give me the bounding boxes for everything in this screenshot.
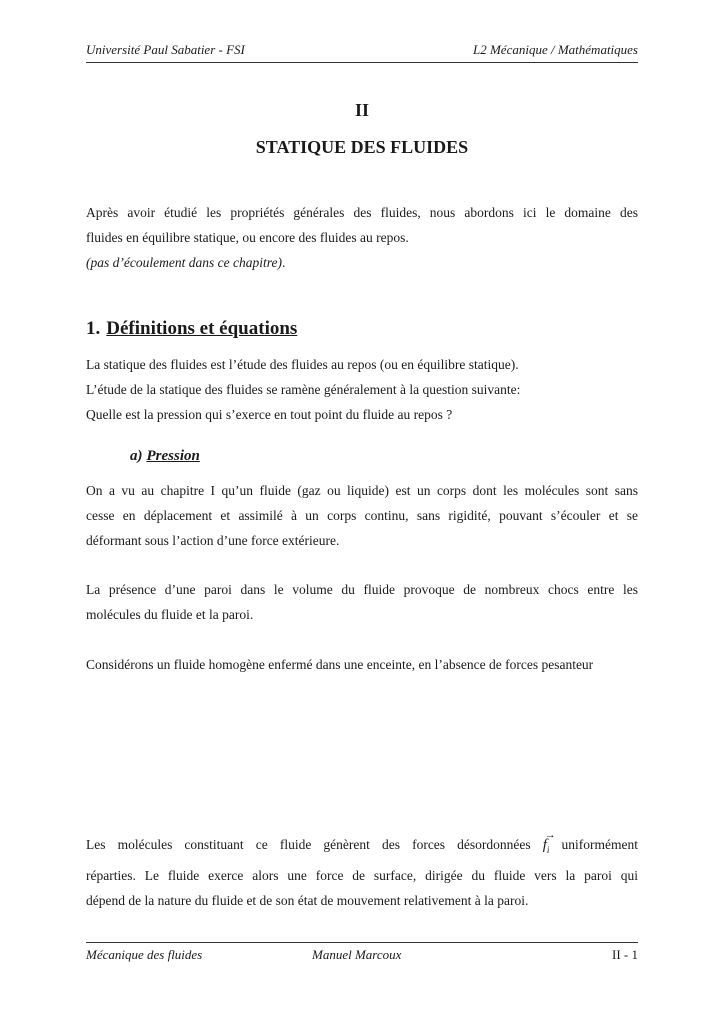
page-header <box>86 42 638 58</box>
footer-rule <box>86 942 638 943</box>
vector-arrow-icon: → <box>544 829 556 841</box>
section-title: Définitions et équations <box>106 318 298 339</box>
pression-paragraph-4 <box>86 829 639 913</box>
subsection-heading <box>130 448 200 465</box>
section-paragraph <box>86 352 638 427</box>
chapter-title: STATIQUE DES FLUIDES <box>255 137 469 157</box>
intro-line: Après avoir étudié les propriétés générales des fluides, nous abordons ici le domaine des <box>86 205 638 220</box>
intro-paragraph <box>86 200 638 275</box>
section-line: La statique des fluides est l’étude des fluides au repos (ou en équilibre statique). <box>86 357 519 372</box>
pression-paragraph-2 <box>86 577 638 627</box>
force-vector-symbol: → $f_i$ <box>543 833 550 863</box>
subsection-title: Pression <box>146 448 200 464</box>
page-number: II - 1 <box>612 947 638 962</box>
pression-line: réparties. Le fluide exerce alors une force de surface, dirigée du fluide vers la paroi qui <box>86 868 638 883</box>
pression-line: La présence d’une paroi dans le volume du fluide provoque de nombreux chocs entre les <box>86 582 638 597</box>
pression-line: Considérons un fluide homogène enfermé dans une enceinte, en l’absence de forces pesanteur <box>86 657 594 672</box>
pression-line: On a vu au chapitre I qu’un fluide (gaz ou liquide) est un corps dont les molécules sont sans <box>86 483 638 498</box>
footer-author: Manuel Marcoux <box>312 947 402 962</box>
section-heading <box>86 318 297 340</box>
pression-line: dépend de la nature du fluide et de son état de mouvement relativement à la paroi. <box>86 893 529 908</box>
section-line: L’étude de la statique des fluides se ramène généralement à la question suivante: <box>86 382 521 397</box>
intro-line: fluides en équilibre statique, ou encore des fluides au repos. <box>86 230 409 245</box>
pression-line: molécules du fluide et la paroi. <box>86 607 254 622</box>
header-course: L2 Mécanique / Mathématiques <box>473 42 638 57</box>
pression-line-with-vector <box>86 829 639 863</box>
header-institution: Université Paul Sabatier - FSI <box>86 42 245 57</box>
pression-line-start: Les molécules constituant ce fluide génèrent des forces désordonnées <box>86 837 531 852</box>
subsection-label: a) <box>130 448 143 464</box>
pression-line-end: uniformément <box>561 837 639 852</box>
section-number: 1. <box>86 318 101 339</box>
intro-note: (pas d’écoulement dans ce chapitre) <box>86 255 282 270</box>
pression-line: déformant sous l’action d’une force extérieure. <box>86 533 340 548</box>
footer-course-title: Mécanique des fluides <box>86 947 203 962</box>
section-line: Quelle est la pression qui s’exerce en tout point du fluide au repos ? <box>86 407 453 422</box>
pression-paragraph-3 <box>86 652 638 677</box>
intro-note-period: . <box>281 255 286 270</box>
chapter-number: II <box>354 100 369 120</box>
pression-line: cesse en déplacement et assimilé à un corps continu, sans rigidité, pouvant s’écouler et se <box>86 508 638 523</box>
header-rule <box>86 62 638 63</box>
pression-paragraph-1 <box>86 478 638 553</box>
